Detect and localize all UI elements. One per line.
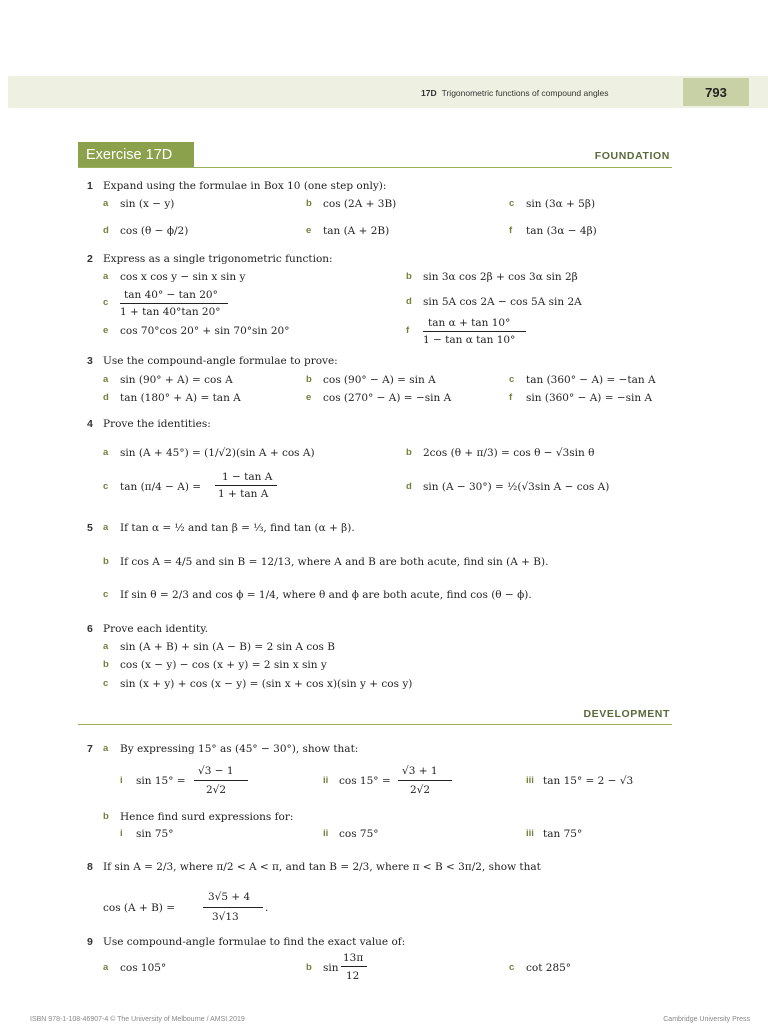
q9-stem: Use compound-angle formulae to find the exact value of: bbox=[103, 936, 406, 948]
q2-stem: Express as a single trigonometric function: bbox=[103, 253, 333, 265]
q3-number: 3 bbox=[87, 355, 93, 367]
q4-a-label: a bbox=[103, 447, 109, 458]
q5-a: If tan α = ½ and tan β = ⅓, find tan (α + β). bbox=[120, 522, 355, 534]
q6-a-label: a bbox=[103, 641, 109, 652]
q3-e-label: e bbox=[306, 392, 312, 403]
q7-biii-label: iii bbox=[526, 828, 534, 839]
q2-a: cos x cos y − sin x sin y bbox=[120, 271, 246, 283]
q6-b-label: b bbox=[103, 659, 109, 670]
q1-a: sin (x − y) bbox=[120, 198, 175, 210]
q4-number: 4 bbox=[87, 418, 93, 430]
q5-b-label: b bbox=[103, 556, 109, 567]
q8-stem: If sin A = 2/3, where π/2 < A < π, and tan B = 2/3, where π < B < 3π/2, show that bbox=[103, 861, 541, 873]
q7-ai-fraction-bar bbox=[194, 780, 248, 781]
q7-bii: cos 75° bbox=[339, 828, 379, 840]
section-number: 17D bbox=[421, 88, 437, 98]
q1-d-label: d bbox=[103, 225, 109, 236]
q7-aii-denominator: 2√2 bbox=[410, 784, 431, 796]
q7-aii-lhs: cos 15° = bbox=[339, 775, 391, 787]
q4-b-label: b bbox=[406, 447, 412, 458]
q3-f-label: f bbox=[509, 392, 513, 403]
development-rule bbox=[78, 724, 672, 725]
q1-number: 1 bbox=[87, 180, 93, 192]
q9-b-numerator: 13π bbox=[343, 952, 364, 964]
q8-denominator: 3√13 bbox=[212, 911, 239, 923]
q5-c-label: c bbox=[103, 589, 109, 600]
q3-f: sin (360° − A) = −sin A bbox=[526, 392, 653, 404]
q3-a: sin (90° + A) = cos A bbox=[120, 374, 233, 386]
q1-e-label: e bbox=[306, 225, 312, 236]
q8-number: 8 bbox=[87, 861, 93, 873]
q9-c: cot 285° bbox=[526, 962, 572, 974]
q4-stem: Prove the identities: bbox=[103, 418, 211, 430]
q7-ai-label: i bbox=[120, 775, 123, 786]
q7-b-label: b bbox=[103, 811, 109, 822]
q4-c-numerator: 1 − tan A bbox=[222, 471, 273, 483]
q5-number: 5 bbox=[87, 522, 93, 534]
q2-number: 2 bbox=[87, 253, 93, 265]
q1-f: tan (3α − 4β) bbox=[526, 225, 597, 237]
q1-b-label: b bbox=[306, 198, 312, 209]
q7-ai-lhs: sin 15° = bbox=[136, 775, 186, 787]
q2-f-numerator: tan α + tan 10° bbox=[428, 317, 511, 329]
section-title: Trigonometric functions of compound angles bbox=[441, 88, 609, 98]
q7-aii-numerator: √3 + 1 bbox=[402, 765, 438, 777]
q2-e-label: e bbox=[103, 325, 109, 336]
q1-a-label: a bbox=[103, 198, 109, 209]
q7-aii-label: ii bbox=[323, 775, 329, 786]
foundation-rule bbox=[78, 167, 672, 168]
q5-c: If sin θ = 2/3 and cos ϕ = 1/4, where θ and ϕ are both acute, find cos (θ − ϕ). bbox=[120, 589, 532, 601]
q2-c-label: c bbox=[103, 297, 109, 308]
q6-c: sin (x + y) + cos (x − y) = (sin x + cos x)(sin y + cos y) bbox=[120, 678, 413, 690]
q3-stem: Use the compound-angle formulae to prove: bbox=[103, 355, 338, 367]
q7-ai-numerator: √3 − 1 bbox=[198, 765, 234, 777]
q5-b: If cos A = 4/5 and sin B = 12/13, where A and B are both acute, find sin (A + B). bbox=[120, 556, 549, 568]
q8-end: . bbox=[265, 902, 269, 914]
q4-b: 2cos (θ + π/3) = cos θ − √3sin θ bbox=[423, 447, 595, 459]
q7-aiii: tan 15° = 2 − √3 bbox=[543, 775, 634, 787]
q2-d-label: d bbox=[406, 296, 412, 307]
footer-left: ISBN 978-1-108-46907-4 © The University of Melbourne / AMSI 2019 bbox=[30, 1016, 245, 1023]
q1-f-label: f bbox=[509, 225, 513, 236]
q7-b: Hence find surd expressions for: bbox=[120, 811, 294, 823]
q3-b-label: b bbox=[306, 374, 312, 385]
q7-bi-label: i bbox=[120, 828, 123, 839]
q4-d-label: d bbox=[406, 481, 412, 492]
q1-d: cos (θ − ϕ/2) bbox=[120, 225, 189, 237]
q6-stem: Prove each identity. bbox=[103, 623, 209, 635]
q2-d: sin 5A cos 2A − cos 5A sin 2A bbox=[423, 296, 582, 308]
exercise-title: Exercise 17D bbox=[78, 142, 194, 168]
q6-a: sin (A + B) + sin (A − B) = 2 sin A cos B bbox=[120, 641, 335, 653]
q1-stem: Expand using the formulae in Box 10 (one step only): bbox=[103, 180, 387, 192]
q4-d: sin (A − 30°) = ½(√3sin A − cos A) bbox=[423, 481, 610, 493]
q4-c-fraction-bar bbox=[215, 485, 277, 486]
q9-b-denominator: 12 bbox=[346, 970, 360, 982]
q2-e: cos 70°cos 20° + sin 70°sin 20° bbox=[120, 325, 290, 337]
q2-c-denominator: 1 + tan 40°tan 20° bbox=[120, 306, 221, 318]
q4-c-label: c bbox=[103, 481, 109, 492]
q2-f-label: f bbox=[406, 325, 410, 336]
development-label: DEVELOPMENT bbox=[583, 708, 670, 720]
q8-fraction-bar bbox=[203, 907, 263, 908]
q9-c-label: c bbox=[509, 962, 515, 973]
q3-c-label: c bbox=[509, 374, 515, 385]
q4-c-lhs: tan (π/4 − A) = bbox=[120, 481, 202, 493]
page-number: 793 bbox=[683, 78, 749, 106]
q9-a: cos 105° bbox=[120, 962, 167, 974]
q6-number: 6 bbox=[87, 623, 93, 635]
q6-b: cos (x − y) − cos (x + y) = 2 sin x sin y bbox=[120, 659, 327, 671]
header-band bbox=[8, 76, 768, 108]
q1-c-label: c bbox=[509, 198, 515, 209]
q8-lhs: cos (A + B) = bbox=[103, 902, 176, 914]
q7-aii-fraction-bar bbox=[398, 780, 452, 781]
page-footer bbox=[30, 1016, 750, 1023]
q9-b-fraction-bar bbox=[341, 966, 367, 967]
footer-right: Cambridge University Press bbox=[663, 1016, 750, 1023]
q3-d: tan (180° + A) = tan A bbox=[120, 392, 241, 404]
q7-a: By expressing 15° as (45° − 30°), show that: bbox=[120, 743, 359, 755]
q9-a-label: a bbox=[103, 962, 109, 973]
foundation-label: FOUNDATION bbox=[594, 150, 670, 162]
q2-c-fraction-bar bbox=[120, 303, 228, 304]
q2-a-label: a bbox=[103, 271, 109, 282]
q3-a-label: a bbox=[103, 374, 109, 385]
q3-d-label: d bbox=[103, 392, 109, 403]
q4-a: sin (A + 45°) = (1/√2)(sin A + cos A) bbox=[120, 447, 315, 459]
q5-a-label: a bbox=[103, 522, 109, 533]
q9-b-label: b bbox=[306, 962, 312, 973]
q1-e: tan (A + 2B) bbox=[323, 225, 390, 237]
q2-f-fraction-bar bbox=[423, 331, 526, 332]
q3-e: cos (270° − A) = −sin A bbox=[323, 392, 452, 404]
q3-c: tan (360° − A) = −tan A bbox=[526, 374, 656, 386]
q2-f-denominator: 1 − tan α tan 10° bbox=[423, 334, 516, 346]
q7-biii: tan 75° bbox=[543, 828, 583, 840]
q2-b: sin 3α cos 2β + cos 3α sin 2β bbox=[423, 271, 578, 283]
q7-a-label: a bbox=[103, 743, 109, 754]
q9-b-prefix: sin bbox=[323, 962, 339, 974]
q1-c: sin (3α + 5β) bbox=[526, 198, 596, 210]
q7-number: 7 bbox=[87, 743, 93, 755]
q1-b: cos (2A + 3B) bbox=[323, 198, 397, 210]
q2-b-label: b bbox=[406, 271, 412, 282]
q7-aiii-label: iii bbox=[526, 775, 534, 786]
q7-ai-denominator: 2√2 bbox=[206, 784, 227, 796]
q4-c-denominator: 1 + tan A bbox=[218, 488, 269, 500]
q9-number: 9 bbox=[87, 936, 93, 948]
q7-bi: sin 75° bbox=[136, 828, 174, 840]
running-header bbox=[421, 88, 609, 98]
q6-c-label: c bbox=[103, 678, 109, 689]
q8-numerator: 3√5 + 4 bbox=[208, 891, 251, 903]
q7-bii-label: ii bbox=[323, 828, 329, 839]
q3-b: cos (90° − A) = sin A bbox=[323, 374, 436, 386]
q2-c-numerator: tan 40° − tan 20° bbox=[124, 289, 218, 301]
